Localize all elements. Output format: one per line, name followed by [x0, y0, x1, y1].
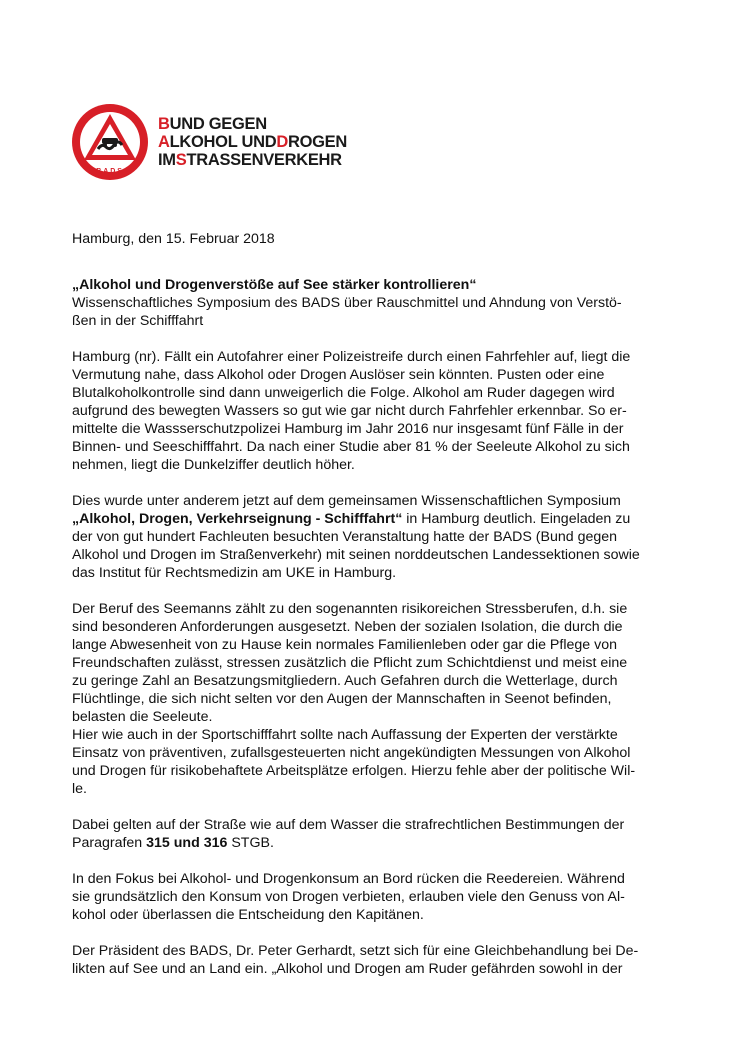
paragraph-3: Der Beruf des Seemanns zählt zu den sogenannten risikoreichen Stressberufen, d.h. sie sind besonderen Anforderungen ausgesetzt. Neben der sozialen Isolation, die durch die lange Abwesenheit von zu Hause kein normales Familienleben oder gar die Pflege von Freundschaften zulässt, stressen zusätzlich die Pflicht zum Schichtdienst und meist eine zu geringe Zahl an Besatzungsmitgliedern. Auch Gefahren durch die Wetterlage, durch Flüchtlinge, die sich nicht selten vor den Augen der Mannschaften in Seenot befinden, belasten die Seeleute. Hier wie auch in der Sportschifffahrt sollte nach Auffassung der Experten der verstärkte Einsatz von präventiven, zufallsgesteuerten nicht angekündigten Messungen von Alkohol und Drogen für risikobehaftete Arbeitsplätze erfolgen. Hierzu fehle aber der politische Wil- le. — [72, 601, 636, 797]
paragraph-6: Der Präsident des BADS, Dr. Peter Gerhardt, setzt sich für eine Gleichbehandlung bei De- likten auf See und an Land ein. „Alkohol und Drogen am Ruder gefährden sowohl in der — [72, 943, 639, 977]
subheadline: Wissenschaftliches Symposium des BADS über Rauschmittel und Ahndung von Verstö- ßen in der Schifffahrt — [72, 295, 622, 329]
org-name — [158, 115, 347, 169]
paragraph-5: In den Fokus bei Alkohol- und Drogenkonsum an Bord rücken die Reedereien. Während sie grundsätzlich den Konsum von Drogen verbieten, erlauben viele den Genuss von Al- kohol oder überlassen die Entscheidung den Kapitänen. — [72, 871, 625, 923]
paragraph-4: Dabei gelten auf der Straße wie auf dem Wasser die strafrechtlichen Bestimmungen der Paragrafen 315 und 316 STGB. — [72, 817, 625, 851]
headline: „Alkohol und Drogenverstöße auf See stärker kontrollieren“ — [72, 277, 477, 293]
letter-body — [72, 230, 672, 978]
org-line-3: IM S TRASSENVERKEHR — [158, 151, 342, 169]
letter-date: Hamburg, den 15. Februar 2018 — [72, 231, 275, 247]
paragraph-1: Hamburg (nr). Fällt ein Autofahrer einer Polizeistreife durch einen Fahrfehler auf, liegt die Vermutung nahe, dass Alkohol oder Drogen Auslöser sein könnten. Pusten oder eine Blutalkoholkontrolle sind dann unweigerlich die Folge. Alkohol am Ruder dagegen wird aufgrund des bewegten Wassers so gut wie gar nicht durch Fahrfehler erkennbar. So er- mittelte die Wassserschutzpolizei Hamburg im Jahr 2016 nur insgesamt fünf Fälle in der Binnen- und Seeschifffahrt. Da nach einer Studie aber 81 % der Seeleute Alkohol zu sich nehmen, liegt die Dunkelziffer deutlich höher. — [72, 349, 631, 473]
symposium-title: „Alkohol, Drogen, Verkehrseignung - Schifffahrt“ — [72, 511, 403, 527]
org-line-1: B UND GEGEN — [158, 115, 267, 133]
paragraph-numbers: 315 und 316 — [146, 835, 228, 851]
paragraph-2: Dies wurde unter anderem jetzt auf dem gemeinsamen Wissenschaftlichen Symposium „Alkohol, Drogen, Verkehrseignung - Schifffahrt“ in Hamburg deutlich. Eingeladen zu der von gut hundert Fachleuten besuchten Veranstaltung hatte der BADS (Bund gegen Alkohol und Drogen im Straßenverkehr) mit seinen norddeutschen Landessektionen sowie das Institut für Rechtsmedizin am UKE in Hamburg. — [72, 493, 640, 581]
emblem-text: B.A.D.S. — [96, 168, 124, 175]
org-line-2: A LKOHOL UND D ROGEN — [158, 133, 347, 151]
bads-logo — [70, 102, 360, 182]
bads-emblem-icon — [70, 102, 150, 182]
